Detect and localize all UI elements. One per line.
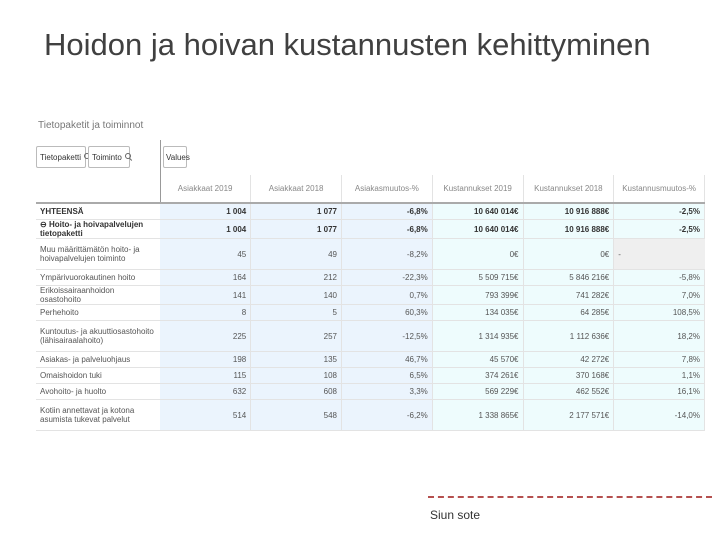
table-cell: 164	[160, 270, 251, 286]
row-label	[36, 203, 160, 220]
table-cell: 108	[251, 368, 342, 384]
table-cell: 1 314 935€	[432, 321, 523, 352]
row-label-text: Erikoissairaanhoidon osastohoito	[40, 286, 115, 304]
table-cell: -12,5%	[342, 321, 433, 352]
row-label-text: Kotiin annettavat ja kotona asumista tukevat palvelut	[40, 406, 135, 424]
table-cell: 374 261€	[432, 368, 523, 384]
table-cell: 0,7%	[342, 286, 433, 305]
table-cell: 3,3%	[342, 384, 433, 400]
table-cell: 1 004	[160, 203, 251, 220]
row-label	[36, 220, 160, 239]
table-cell: 49	[251, 239, 342, 270]
corner-cell	[36, 175, 160, 203]
footer-text: Siun sote	[430, 508, 481, 522]
row-label-text: Asiakas- ja palveluohjaus	[40, 355, 131, 364]
search-icon	[125, 153, 133, 161]
table-cell: 632	[160, 384, 251, 400]
table-row[interactable]	[36, 239, 705, 270]
column-header[interactable]: Asiakkaat 2018	[251, 175, 342, 203]
table-cell: -6,8%	[342, 203, 433, 220]
table-cell: -6,8%	[342, 220, 433, 239]
table-cell: 7,8%	[614, 352, 705, 368]
table-row[interactable]	[36, 220, 705, 239]
table-cell: 7,0%	[614, 286, 705, 305]
column-header[interactable]: Kustannukset 2019	[432, 175, 523, 203]
row-label	[36, 270, 160, 286]
table-row[interactable]	[36, 368, 705, 384]
table-row[interactable]	[36, 321, 705, 352]
table-cell: 741 282€	[523, 286, 614, 305]
table-cell: 45	[160, 239, 251, 270]
table-cell: 1,1%	[614, 368, 705, 384]
table-cell: -2,5%	[614, 203, 705, 220]
row-label	[36, 239, 160, 270]
table-cell: 141	[160, 286, 251, 305]
values-button[interactable]: Values	[163, 146, 187, 168]
table-cell: 64 285€	[523, 305, 614, 321]
table-cell: 548	[251, 400, 342, 431]
row-label-text: Muu määrittämätön hoito- ja hoivapalvelujen toiminto	[40, 245, 140, 263]
slide-title: Hoidon ja hoivan kustannusten kehittyminen	[44, 27, 651, 62]
table-cell: 0€	[432, 239, 523, 270]
table-cell: 2 177 571€	[523, 400, 614, 431]
table-cell: 45 570€	[432, 352, 523, 368]
column-header[interactable]: Kustannukset 2018	[523, 175, 614, 203]
table-cell: -5,8%	[614, 270, 705, 286]
table-cell: 60,3%	[342, 305, 433, 321]
table-cell: 1 077	[251, 203, 342, 220]
table-row[interactable]	[36, 203, 705, 220]
table-cell: 46,7%	[342, 352, 433, 368]
table-cell: -22,3%	[342, 270, 433, 286]
row-label-text: Omaishoidon tuki	[40, 371, 102, 380]
table-cell: 5 509 715€	[432, 270, 523, 286]
row-label	[36, 400, 160, 431]
table-cell: 10 640 014€	[432, 203, 523, 220]
table-cell: -14,0%	[614, 400, 705, 431]
row-label	[36, 368, 160, 384]
table-cell: 10 916 888€	[523, 220, 614, 239]
table-cell: 793 399€	[432, 286, 523, 305]
table-subtitle: Tietopaketit ja toiminnot	[38, 120, 144, 131]
table-cell: 225	[160, 321, 251, 352]
table-cell: -	[614, 239, 705, 270]
table-cell: 257	[251, 321, 342, 352]
table-row[interactable]	[36, 384, 705, 400]
table-row[interactable]	[36, 400, 705, 431]
table-row[interactable]	[36, 352, 705, 368]
table-cell: 140	[251, 286, 342, 305]
table-cell: 18,2%	[614, 321, 705, 352]
table-cell: 10 916 888€	[523, 203, 614, 220]
row-label-text: Hoito- ja hoivapalvelujen tietopaketti	[40, 220, 144, 238]
table-row[interactable]	[36, 270, 705, 286]
table-cell: 115	[160, 368, 251, 384]
table-cell: 514	[160, 400, 251, 431]
table-cell: 198	[160, 352, 251, 368]
row-label-text: Avohoito- ja huolto	[40, 387, 107, 396]
table-row[interactable]	[36, 305, 705, 321]
table-cell: 462 552€	[523, 384, 614, 400]
table-cell: 5	[251, 305, 342, 321]
table-cell: 1 004	[160, 220, 251, 239]
row-label-text: Perhehoito	[40, 308, 79, 317]
table-cell: 16,1%	[614, 384, 705, 400]
table-cell: -8,2%	[342, 239, 433, 270]
row-label	[36, 305, 160, 321]
tietopaketti-filter-button[interactable]	[36, 146, 86, 168]
table-cell: 1 112 636€	[523, 321, 614, 352]
table-cell: -6,2%	[342, 400, 433, 431]
table-cell: 212	[251, 270, 342, 286]
table-cell: 1 338 865€	[432, 400, 523, 431]
column-header[interactable]: Asiakasmuutos-%	[342, 175, 433, 203]
row-label	[36, 286, 160, 305]
pivot-table	[36, 175, 705, 431]
table-cell: 370 168€	[523, 368, 614, 384]
table-cell: 0€	[523, 239, 614, 270]
row-label-text: Kuntoutus- ja akuuttiosastohoito (lähisairaalahoito)	[40, 327, 154, 345]
column-header[interactable]: Asiakkaat 2019	[160, 175, 251, 203]
table-cell: 6,5%	[342, 368, 433, 384]
table-cell: 134 035€	[432, 305, 523, 321]
column-header[interactable]: Kustannusmuutos-%	[614, 175, 705, 203]
table-cell: 42 272€	[523, 352, 614, 368]
row-label	[36, 384, 160, 400]
table-cell: 569 229€	[432, 384, 523, 400]
table-cell: 5 846 216€	[523, 270, 614, 286]
filter-label: Tietopaketti	[40, 152, 82, 162]
toiminto-filter-button[interactable]	[88, 146, 130, 168]
table-cell: 8	[160, 305, 251, 321]
footer-divider	[428, 496, 712, 498]
collapse-icon[interactable]: ⊖	[40, 220, 49, 229]
table-row[interactable]	[36, 286, 705, 305]
table-cell: 10 640 014€	[432, 220, 523, 239]
table-cell: 608	[251, 384, 342, 400]
table-cell: 135	[251, 352, 342, 368]
row-label-text: Ympärivuorokautinen hoito	[40, 273, 136, 282]
table-cell: 1 077	[251, 220, 342, 239]
header-row	[36, 175, 705, 203]
filter-label: Toiminto	[92, 152, 122, 162]
table-cell: -2,5%	[614, 220, 705, 239]
row-label-text: YHTEENSÄ	[40, 207, 84, 216]
row-label	[36, 321, 160, 352]
row-label	[36, 352, 160, 368]
table-cell: 108,5%	[614, 305, 705, 321]
